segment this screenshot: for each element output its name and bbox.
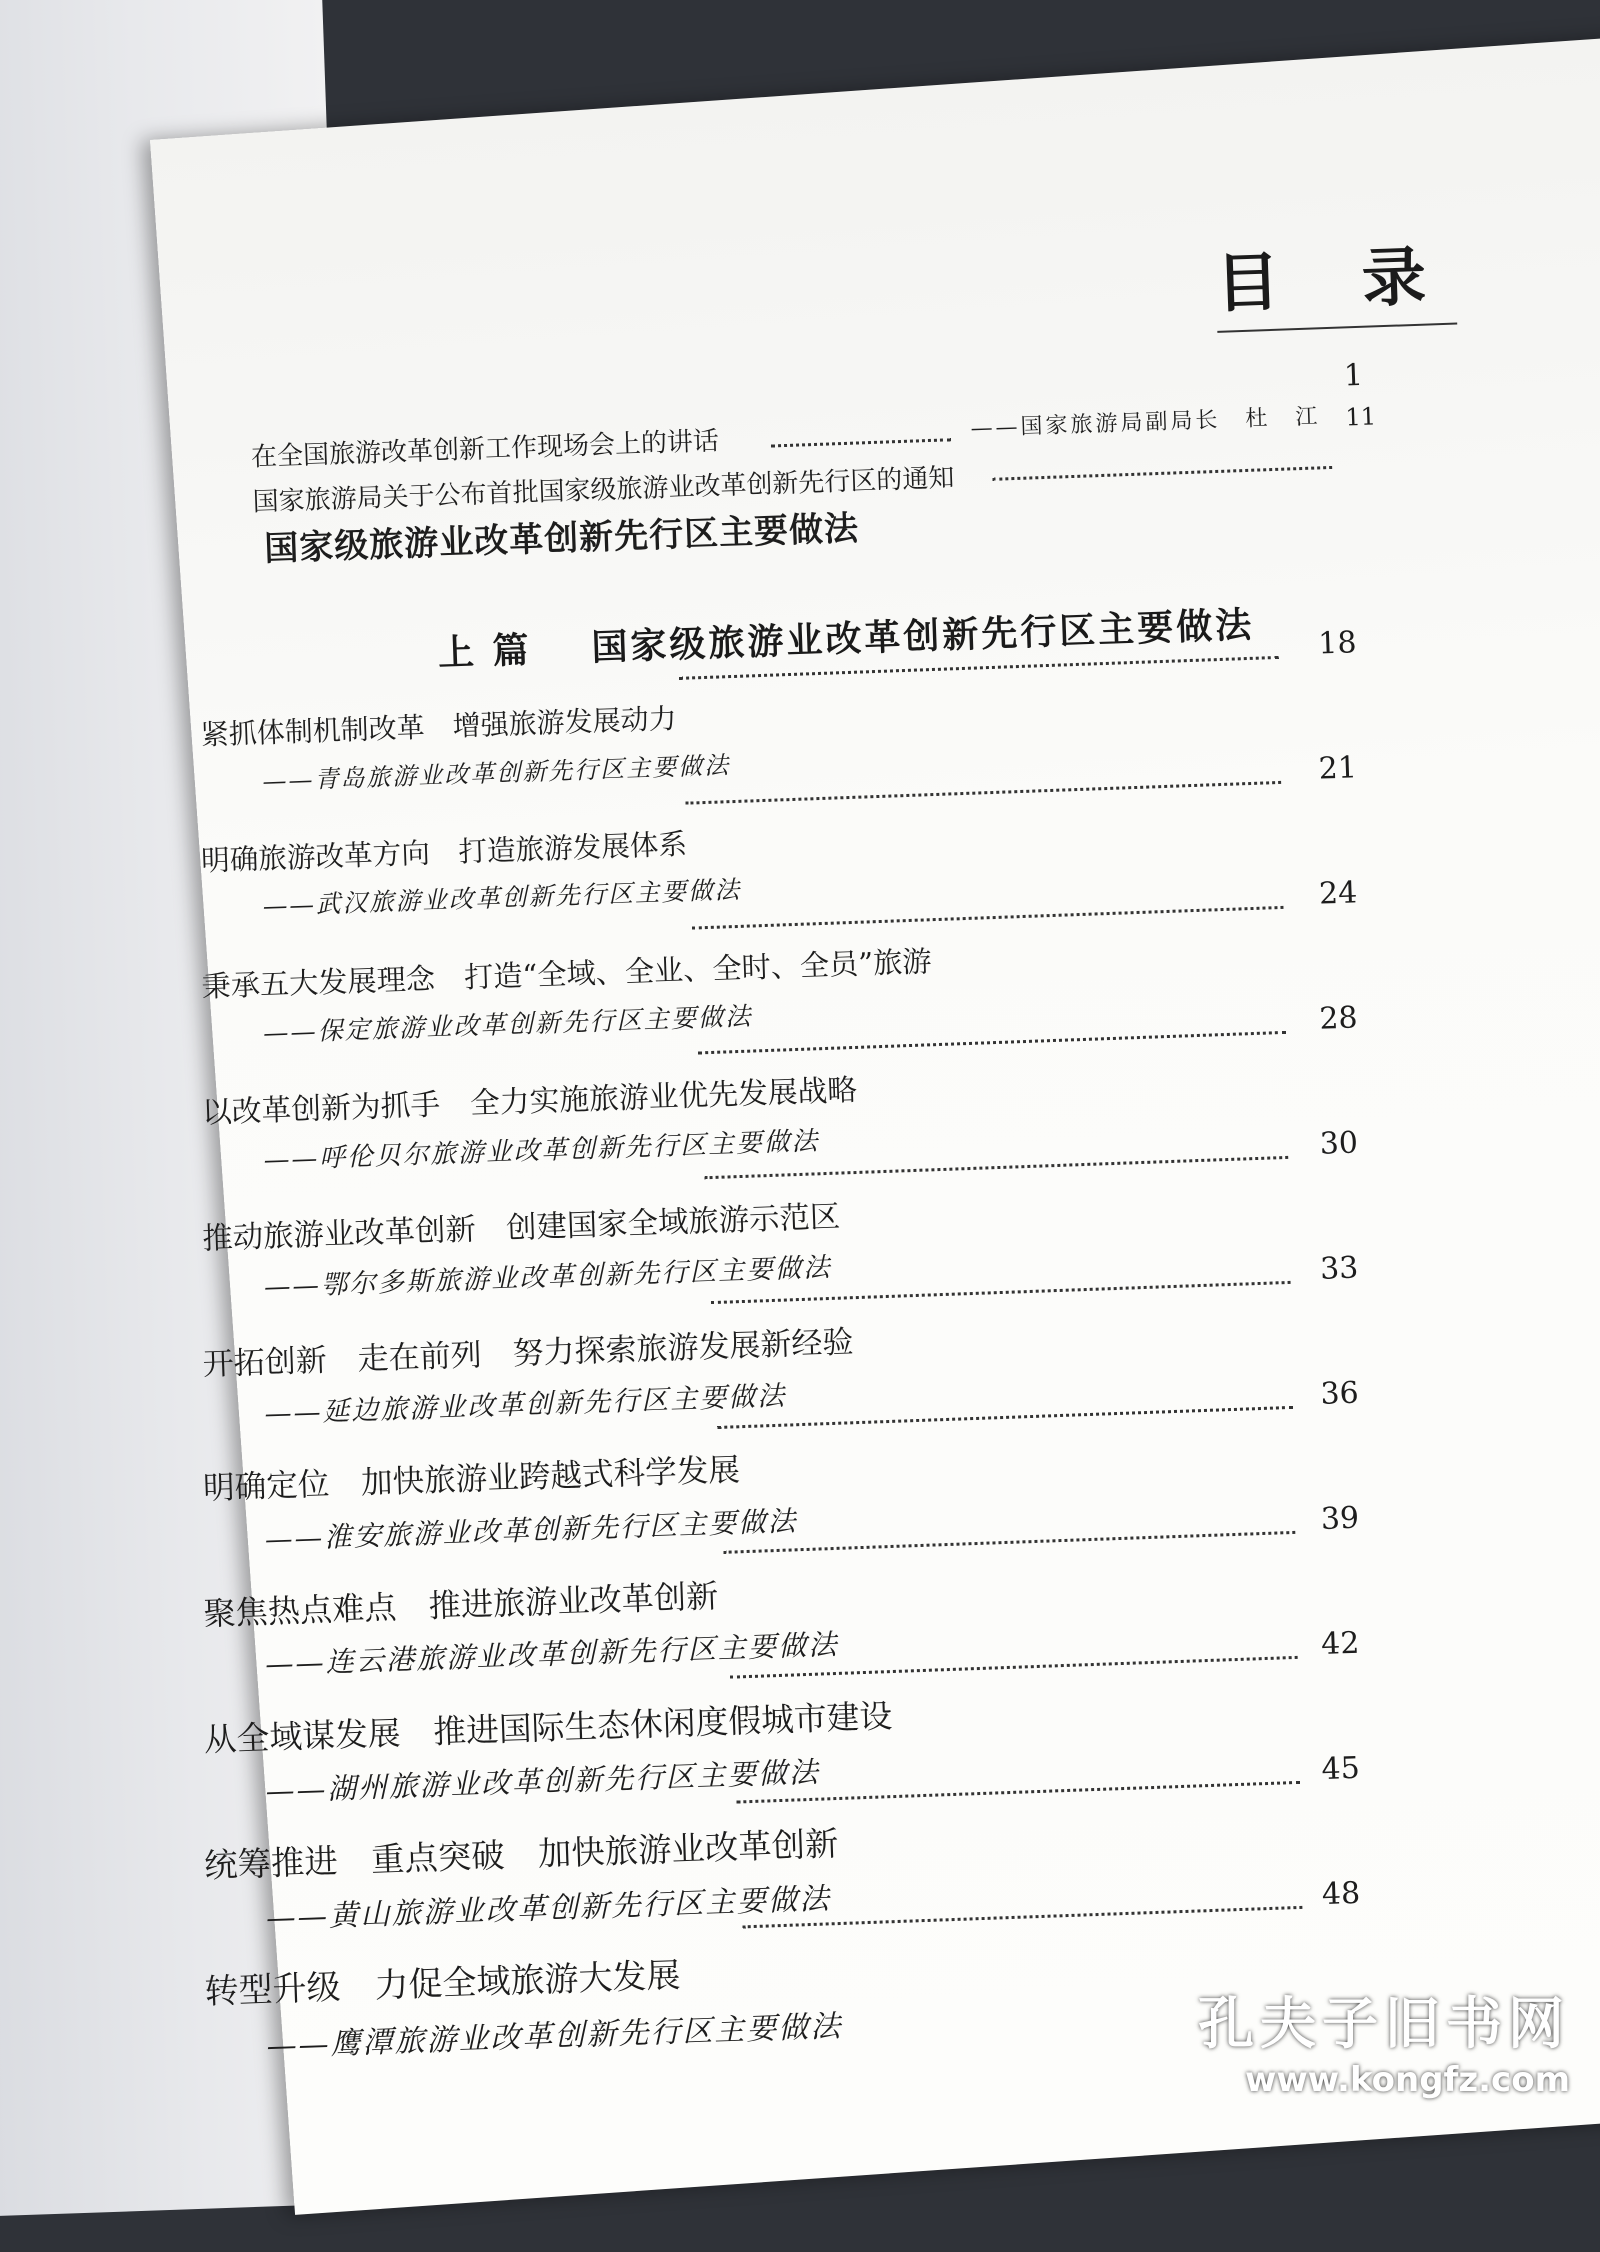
leader-dots [685,781,1281,805]
entry-subtitle: ——黄山旅游业改革创新先行区主要做法 [265,1881,832,1936]
page-number: 33 [1319,1250,1359,1287]
page-number: 1 [1343,357,1364,394]
leader-dots [692,906,1284,930]
entry-subtitle: ——连云港旅游业改革创新先行区主要做法 [264,1627,840,1681]
entry-title: 明确旅游改革方向 打造旅游发展体系 [200,826,688,878]
watermark-brand: 孔夫子旧书网 [1198,1992,1570,2057]
entry-subtitle: ——青岛旅游业改革创新先行区主要做法 [261,751,731,796]
page-number: 42 [1320,1625,1360,1663]
part-title: 国家级旅游业改革创新先行区主要做法 [590,603,1255,669]
watermark-url: www.kongfz.com [1244,2060,1570,2100]
part-label: 上 篇 [437,629,533,675]
entry-title: 转型升级 力促全域旅游大发展 [203,1955,682,2013]
leader-dots [698,1031,1286,1055]
entry-subtitle: ——武汉旅游业改革创新先行区主要做法 [262,874,742,921]
page-number: 21 [1318,750,1358,787]
entry-title: 秉承五大发展理念 打造“全域、全业、全时、全员”旅游 [200,944,933,1004]
page-number: 45 [1320,1750,1361,1788]
book-page [150,34,1600,2215]
entry-title: 聚焦热点难点 推进旅游业改革创新 [202,1577,719,1634]
entry-subtitle: ——鹰潭旅游业改革创新先行区主要做法 [265,2009,843,2065]
toc-title: 目 录 [1214,225,1458,333]
section-heading: 国家级旅游业改革创新先行区主要做法 [263,508,860,570]
entry-title: 推动旅游业改革创新 创建国家全域旅游示范区 [201,1199,841,1257]
entry-subtitle: ——湖州旅游业改革创新先行区主要做法 [265,1754,821,1808]
page-number: 48 [1321,1875,1361,1913]
page-number: 30 [1319,1125,1359,1162]
entry-subtitle: ——淮安旅游业改革创新先行区主要做法 [264,1504,798,1556]
page-number: 28 [1318,1000,1359,1037]
entry-title: 紧抓体制机制改革 增强旅游发展动力 [200,701,678,752]
entry-title: 统筹推进 重点突破 加快旅游业改革创新 [203,1824,839,1886]
entry-subtitle: ——呼伦贝尔旅游业改革创新先行区主要做法 [263,1126,820,1176]
front-matter-title: 在全国旅游改革创新工作现场会上的讲话 [250,426,720,473]
front-matter-author: ——国家旅游局副局长 杜 江 [970,404,1321,442]
entry-title: 明确定位 加快旅游业跨越式科学发展 [202,1452,741,1507]
front-matter-title: 国家旅游局关于公布首批国家级旅游业改革创新先行区的通知 [252,463,955,518]
entry-title: 从全域谋发展 推进国际生态休闲度假城市建设 [203,1697,893,1760]
page-number: 36 [1319,1375,1360,1412]
entry-title: 开拓创新 走在前列 努力探索旅游发展新经验 [202,1324,855,1383]
entry-subtitle: ——延边旅游业改革创新先行区主要做法 [264,1380,787,1430]
leader-dots [771,438,951,447]
leader-dots [992,466,1332,481]
entry-subtitle: ——保定旅游业改革创新先行区主要做法 [262,1001,753,1048]
watermark [1198,1980,1570,2100]
page-number: 18 [1317,625,1358,662]
entry-subtitle: ——鄂尔多斯旅游业改革创新先行区主要做法 [263,1251,833,1303]
page-number: 24 [1318,875,1358,912]
leader-dots [705,1156,1289,1179]
toc-content [150,88,1600,2199]
entry-title: 以改革创新为抓手 全力实施旅游业优先发展战略 [201,1072,858,1131]
page-number: 11 [1344,402,1377,432]
page-number: 39 [1320,1500,1360,1537]
part-heading [437,597,1255,676]
